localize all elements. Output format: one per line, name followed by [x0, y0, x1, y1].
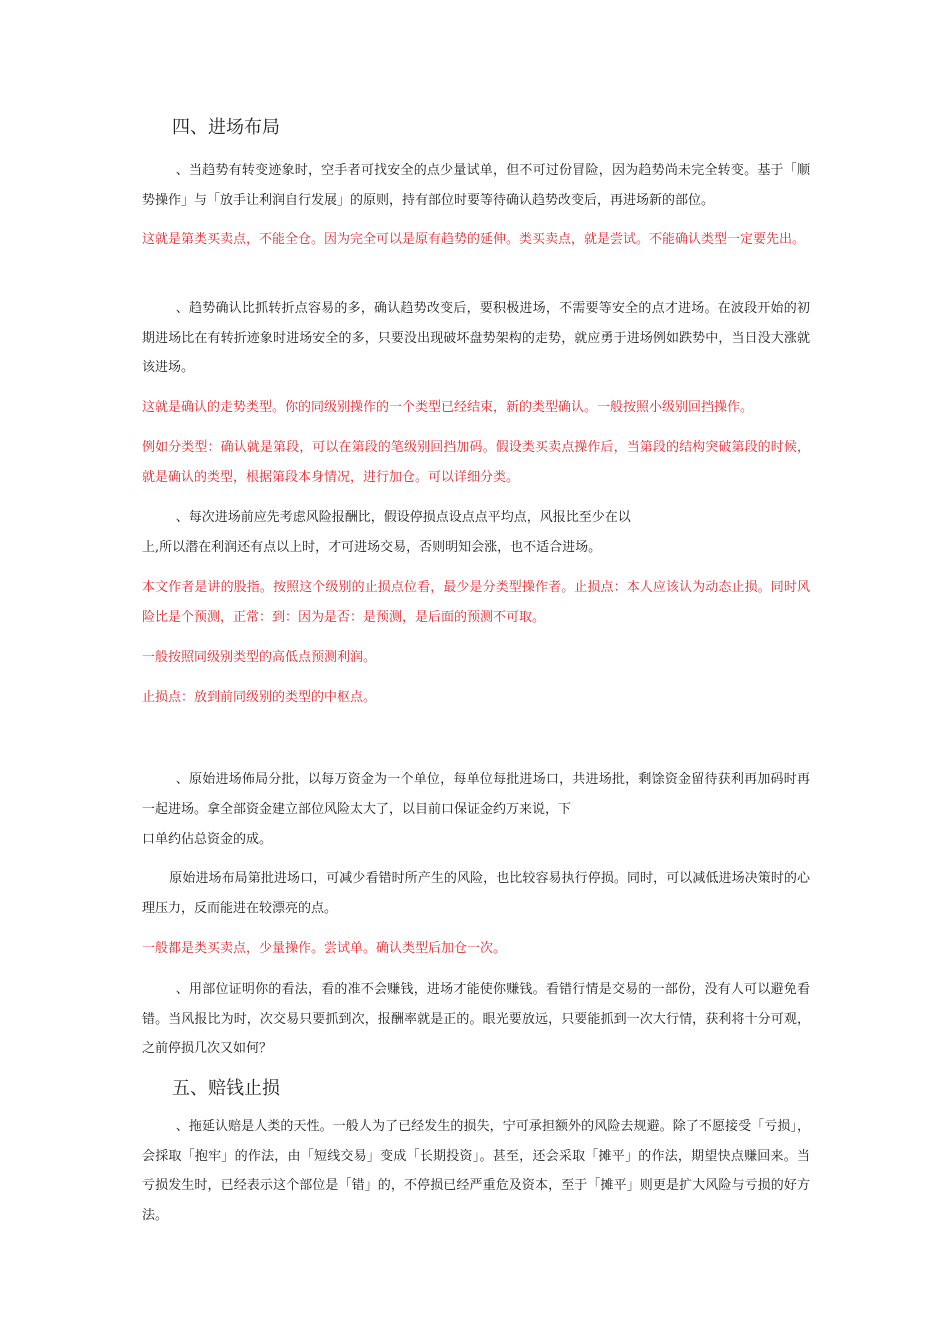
paragraph-4-line-3: 口单约佔总资金的成。: [142, 832, 273, 847]
paragraph-4: 、原始进场佈局分批，以每万资金为一个单位，每单位每批进场口，共进场批，剩馀资金留待获利再加码时再一起进场。拿全部资金建立部位风险太大了，以目前口保证金约万来说，下: [142, 772, 810, 817]
paragraph-1: 、当趋势有转变迹象时，空手者可找安全的点少量试单，但不可过份冒险，因为趋势尚未完全转变。基于「顺势操作」与「放手让利润自行发展」的原则，持有部位时要等待确认趋势改变后，再进场新的部位。: [142, 163, 810, 208]
note-1: 这就是第类买卖点，不能全仓。因为完全可以是原有趋势的延伸。类买卖点，就是尝试。不能确认类型一定要先出。: [142, 232, 806, 247]
note-3: 例如分类型：确认就是第段，可以在第段的笔级别回挡加码。假设类买卖点操作后，当第段的结构突破第段的时候，就是确认的类型，根据第段本身情况，进行加仓。可以详细分类。: [142, 440, 810, 485]
note-4: 本文作者是讲的股指。按照这个级别的止损点位看，最少是分类型操作者。止损点：本人应该认为动态止损。同时风险比是个预测，正常：到：因为是否：是预测，是后面的预测不可取。: [142, 580, 810, 625]
paragraph-3-line-1: 、每次进场前应先考虑风险报酬比，假设停损点设点点平均点，风报比至少在以: [175, 510, 631, 525]
paragraph-3-line-2: 上,所以潜在利润还有点以上时，才可进场交易，否则明知会涨，也不适合进场。: [142, 540, 602, 555]
paragraph-6: 、用部位证明你的看法，看的准不会赚钱，进场才能使你赚钱。看错行情是交易的一部份，没有人可以避免看错。当风报比为时，次交易只要抓到次，报酬率就是正的。眼光要放远，只要能抓到一次大行情，获利将十分可观，之前停损几次又如何？: [142, 982, 810, 1056]
note-7: 一般都是类买卖点，少量操作。尝试单。确认类型后加仓一次。: [142, 941, 507, 956]
paragraph-7: 、拖延认赔是人类的天性。一般人为了已经发生的损失，宁可承担额外的风险去规避。除了不愿接受「亏损」，会採取「抱牢」的作法，由「短线交易」变成「长期投资」。甚至，还会采取「摊平」的作法，期望快点赚回来。当亏损发生时，已经表示这个部位是「错」的，不停损已经严重危及资本，至于「摊平」则更是扩大风险与亏损的好方法。: [142, 1119, 810, 1223]
note-5: 一般按照同级别类型的高低点预测利润。: [142, 650, 377, 665]
note-2: 这就是确认的走势类型。你的同级别操作的一个类型已经结束，新的类型确认。一般按照小级别回挡操作。: [142, 400, 754, 415]
note-6: 止损点：放到前同级别的类型的中枢点。: [142, 690, 377, 705]
section-heading-stop-loss: 五、赔钱止损: [172, 1078, 280, 1099]
paragraph-5: 原始进场布局第批进场口，可减少看错时所产生的风险，也比较容易执行停损。同时，可以减低进场决策时的心理压力，反而能进在较漂亮的点。: [142, 871, 810, 916]
paragraph-2: 、趋势确认比抓转折点容易的多，确认趋势改变后，要积极进场，不需要等安全的点才进场。在波段开始的初期进场比在有转折迹象时进场安全的多，只要没出现破坏盘势架构的走势，就应勇于进场例如跌势中，当日没大涨就该进场。: [142, 301, 810, 375]
section-heading-entry-layout: 四、进场布局: [172, 117, 280, 138]
